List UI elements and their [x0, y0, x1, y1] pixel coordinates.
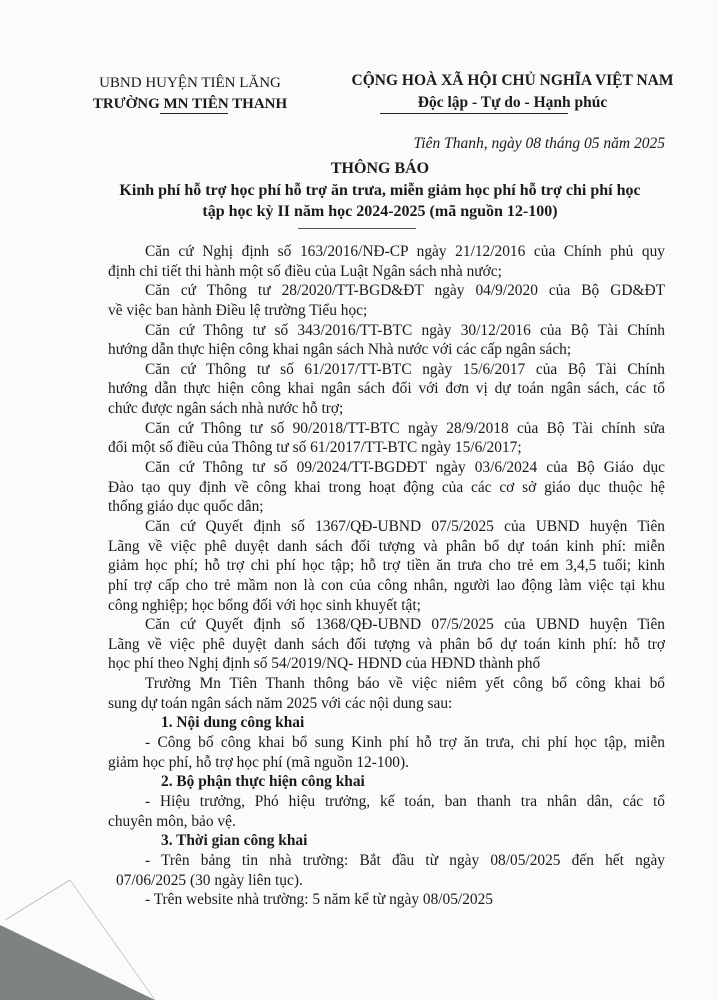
- paragraph-line: đổi một số điều của Thông tư số 61/2017/TT-BTC ngày 15/6/2017;: [108, 439, 522, 457]
- school-name: TRƯỜNG MN TIÊN THANH: [92, 96, 288, 112]
- section-line: chuyên môn, bảo vệ.: [108, 812, 236, 830]
- district-name: UBND HUYỆN TIÊN LĂNG: [99, 75, 281, 91]
- section-heading: 3. Thời gian công khai: [161, 832, 308, 850]
- paragraph-line: sung dự toán ngân sách năm 2025 với các nội dung sau:: [108, 694, 453, 712]
- paragraph-line: Căn cứ Thông tư số 343/2016/TT-BTC ngày 30/12/2016 của Bộ Tài Chính: [145, 321, 665, 339]
- paragraph-line: phí trợ cấp cho trẻ mầm non là con của công nhân, người lao động làm việc tại khu: [108, 576, 665, 594]
- paragraph-line: giảm học phí; hỗ trợ chi phí học tập; hỗ trợ tiền ăn trưa cho trẻ em 3,4,5 tuổi; kinh: [108, 557, 665, 575]
- paragraph-line: công nghiệp; học bổng đối với học sinh khuyết tật;: [108, 596, 421, 614]
- paragraph-line: Đào tạo quy định về công khai trong hoạt động của các cơ sở giáo dục thuộc hệ: [108, 478, 665, 496]
- paragraph-line: Căn cứ Nghị định số 163/2016/NĐ-CP ngày 21/12/2016 của Chính phủ quy: [145, 243, 665, 260]
- section-heading: 1. Nội dung công khai: [161, 714, 305, 732]
- document-subtitle: tập học kỳ II năm học 2024-2025 (mã nguồn 12-100): [202, 203, 558, 220]
- paragraph-line: Trường Mn Tiên Thanh thông báo về việc niêm yết công bố công khai bổ: [145, 675, 665, 693]
- fold-line: [5, 880, 70, 920]
- paragraph-line: học phí theo Nghị định số 54/2019/NQ- HĐND của HĐND thành phố: [108, 655, 541, 673]
- section-line: - Trên website nhà trường: 5 năm kể từ ngày 08/05/2025: [145, 891, 493, 909]
- paragraph-line: chức được ngân sách nhà nước hỗ trợ;: [108, 400, 344, 418]
- paragraph-line: thống giáo dục quốc dân;: [108, 498, 264, 516]
- paragraph-line: hướng dẫn thực hiện công khai ngân sách đối với đơn vị dự toán ngân sách, các tổ: [108, 380, 665, 398]
- section-line: giảm học phí, hỗ trợ học phí (mã nguồn 12-100).: [108, 753, 409, 771]
- document-subtitle: Kinh phí hỗ trợ học phí hỗ trợ ăn trưa, miễn giảm học phí hỗ trợ chi phí học: [119, 181, 641, 199]
- paragraph-line: Căn cứ Quyết định số 1368/QĐ-UBND 07/5/2025 của UBND huyện Tiên: [145, 616, 665, 634]
- section-line: - Trên bảng tin nhà trường: Bắt đầu từ ngày 08/05/2025 đến hết ngày: [145, 851, 665, 869]
- document-title: THÔNG BÁO: [330, 160, 430, 177]
- fold-shadow: [0, 925, 155, 1000]
- paragraph-line: Căn cứ Thông tư 28/2020/TT-BGD&ĐT ngày 04/9/2020 của Bộ GD&ĐT: [145, 282, 665, 300]
- paragraph-line: định chi tiết thi hành một số điều của Luật Ngân sách nhà nước;: [108, 262, 502, 280]
- section-line: - Công bố công khai bổ sung Kinh phí hỗ trợ ăn trưa, chi phí học tập, miễn: [145, 734, 665, 752]
- section-heading: 2. Bộ phận thực hiện công khai: [161, 773, 365, 791]
- paragraph-line: về việc ban hành Điều lệ trường Tiểu học;: [108, 301, 368, 319]
- paragraph-line: Căn cứ Thông tư số 09/2024/TT-BGDĐT ngày 03/6/2024 của Bộ Giáo dục: [145, 459, 665, 477]
- document-date: Tiên Thanh, ngày 08 tháng 05 năm 2025: [413, 135, 665, 152]
- paragraph-line: hướng dẫn thực hiện công khai ngân sách Nhà nước với các cấp ngân sách;: [108, 341, 572, 359]
- paragraph-line: Lãng về việc phê duyệt danh sách đối tượng và phân bổ dự toán kinh phí: hỗ trợ: [108, 635, 665, 653]
- paragraph-line: Căn cứ Thông tư số 61/2017/TT-BTC ngày 15/6/2017 của Bộ Tài Chính: [145, 360, 665, 378]
- paragraph-line: Lãng về việc phê duyệt danh sách đối tượng và phân bổ dự toán kinh phí: miễn: [108, 537, 665, 555]
- paragraph-line: Căn cứ Thông tư số 90/2018/TT-BTC ngày 28/9/2018 của Bộ Tài chính sửa: [145, 419, 665, 437]
- section-line: 07/06/2025 (30 ngày liên tục).: [116, 871, 303, 889]
- national-motto: Độc lập - Tự do - Hạnh phúc: [417, 94, 608, 111]
- national-title: CỘNG HOÀ XÃ HỘI CHỦ NGHĨA VIỆT NAM: [351, 72, 674, 89]
- section-line: - Hiệu trưởng, Phó hiệu trưởng, kế toán, ban thanh tra nhân dân, các tổ: [145, 792, 665, 810]
- paragraph-line: Căn cứ Quyết định số 1367/QĐ-UBND 07/5/2025 của UBND huyện Tiên: [145, 517, 665, 535]
